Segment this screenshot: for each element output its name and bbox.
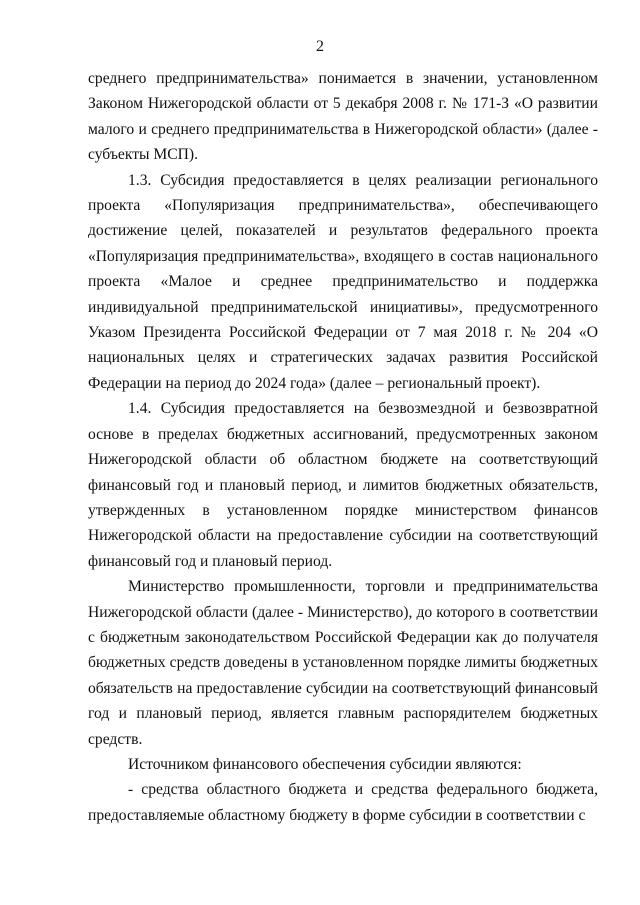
- paragraph-1-4: 1.4. Субсидия предоставляется на безвозмездной и безвозвратной основе в пределах бюджетных ассигнований, предусмотренных законом Нижегородской области об областном бюджете на соответствующий финансовый год и плановый период, и лимитов бюджетных обязательств, утвержденных в установленном порядке министерством финансов Нижегородской области на предоставление субсидии на соответствующий финансовый год и плановый период.: [88, 400, 598, 570]
- page-number: 2: [316, 38, 324, 55]
- paragraph-ministry: Министерство промышленности, торговли и предпринимательства Нижегородской области (далее - Министерство), до которого в соответствии с бюджетным законодательством Российской Федерации как до получателя бюджетных средств доведены в установленном порядке лимиты бюджетных обязательств на предоставление субсидии на соответствующий финансовый год и плановый период, является главным распорядителем бюджетных средств.: [88, 578, 598, 748]
- paragraph-continuation: среднего предпринимательства» понимается в значении, установленном Законом Нижегородской области от 5 декабря 2008 г. № 171-З «О развитии малого и среднего предпринимательства в Нижегородской области» (далее - субъекты МСП).: [88, 70, 598, 164]
- paragraph-funding-item: - средства областного бюджета и средства федерального бюджета, предоставляемые областному бюджету в форме субсидии в соответствии с: [88, 781, 598, 824]
- paragraph-1-3: 1.3. Субсидия предоставляется в целях реализации регионального проекта «Популяризация предпринимательства», обеспечивающего достижение целей, показателей и результатов федерального проекта «Популяризация предпринимательства», входящего в состав национального проекта «Малое и среднее предпринимательство и поддержка индивидуальной предпринимательской инициативы», предусмотренного Указом Президента Российской Федерации от 7 мая 2018 г. № 204 «О национальных целях и стратегических задачах развития Российской Федерации на период до 2024 года» (далее – региональный проект).: [88, 171, 598, 392]
- paragraph-funding-sources: Источником финансового обеспечения субсидии являются:: [128, 755, 522, 773]
- document-body: [88, 66, 598, 828]
